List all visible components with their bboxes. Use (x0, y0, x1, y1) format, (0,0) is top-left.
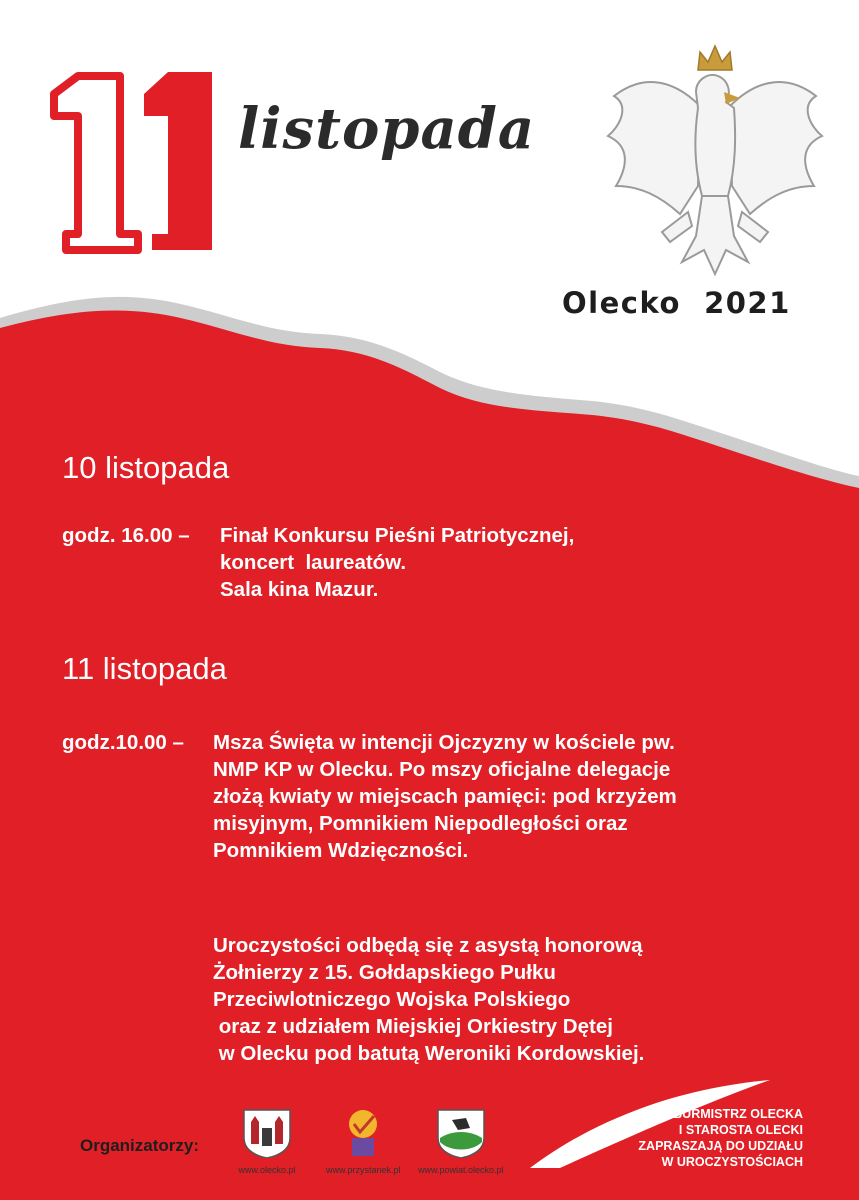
event-line: Finał Konkursu Pieśni Patriotycznej, (220, 524, 575, 547)
city-year: Olecko 2021 (562, 286, 791, 320)
event-line: Sala kina Mazur. (220, 578, 379, 601)
white-eagle-emblem-icon (600, 36, 830, 286)
powiat-olecki-coat-of-arms-icon (432, 1108, 490, 1158)
logo-caption: www.przystanek.pl (326, 1165, 401, 1175)
event-line: Msza Święta w intencji Ojczyzny w kościele pw. (213, 731, 675, 754)
eagle-crown (698, 46, 732, 70)
organizers-label: Organizatorzy: (80, 1136, 200, 1155)
ceremony-line: Żołnierzy z 15. Gołdapskiego Pułku (213, 961, 556, 984)
mazury-garbate-logo-icon (334, 1108, 392, 1158)
invitation-text (638, 1106, 803, 1170)
big-number-11-graphic (48, 64, 218, 254)
event-time-11: godz.10.00 – (62, 731, 184, 754)
organizer-logo-przystanek (326, 1108, 401, 1175)
ceremony-line: Uroczystości odbędą się z asystą honorową (213, 934, 643, 957)
day-heading-11: 11 listopada (62, 651, 227, 686)
event-line: Pomnikiem Wdzięczności. (213, 839, 469, 862)
invitation-line: ZAPRASZAJĄ DO UDZIAŁU (638, 1139, 803, 1153)
event-line: koncert laureatów. (220, 551, 407, 574)
organizer-logo-olecko (238, 1108, 296, 1175)
header-title: listopada (238, 96, 536, 162)
invitation-line: W UROCZYSTOŚCIACH (661, 1155, 803, 1169)
event-line: NMP KP w Olecku. Po mszy oficjalne delegacje (213, 758, 671, 781)
logo-caption: www.olecko.pl (238, 1165, 296, 1175)
organizer-logo-powiat (418, 1108, 504, 1175)
ceremony-line: w Olecku pod batutą Weroniki Kordowskiej. (213, 1042, 645, 1065)
ceremony-note (213, 932, 644, 1067)
event-line: złożą kwiaty w miejscach pamięci: pod krzyżem (213, 785, 677, 808)
logo-caption: www.powiat.olecko.pl (418, 1165, 504, 1175)
invitation-line: I STAROSTA OLECKI (678, 1123, 803, 1137)
event-line: misyjnym, Pomnikiem Niepodległości oraz (213, 812, 628, 835)
invitation-line: BURMISTRZ OLECKA (673, 1107, 803, 1121)
event-time-10: godz. 16.00 – (62, 524, 190, 547)
ceremony-line: oraz z udziałem Miejskiej Orkiestry Dętej (213, 1015, 613, 1038)
day-heading-10: 10 listopada (62, 450, 230, 485)
olecko-coat-of-arms-icon (238, 1108, 296, 1158)
ceremony-line: Przeciwlotniczego Wojska Polskiego (213, 988, 571, 1011)
